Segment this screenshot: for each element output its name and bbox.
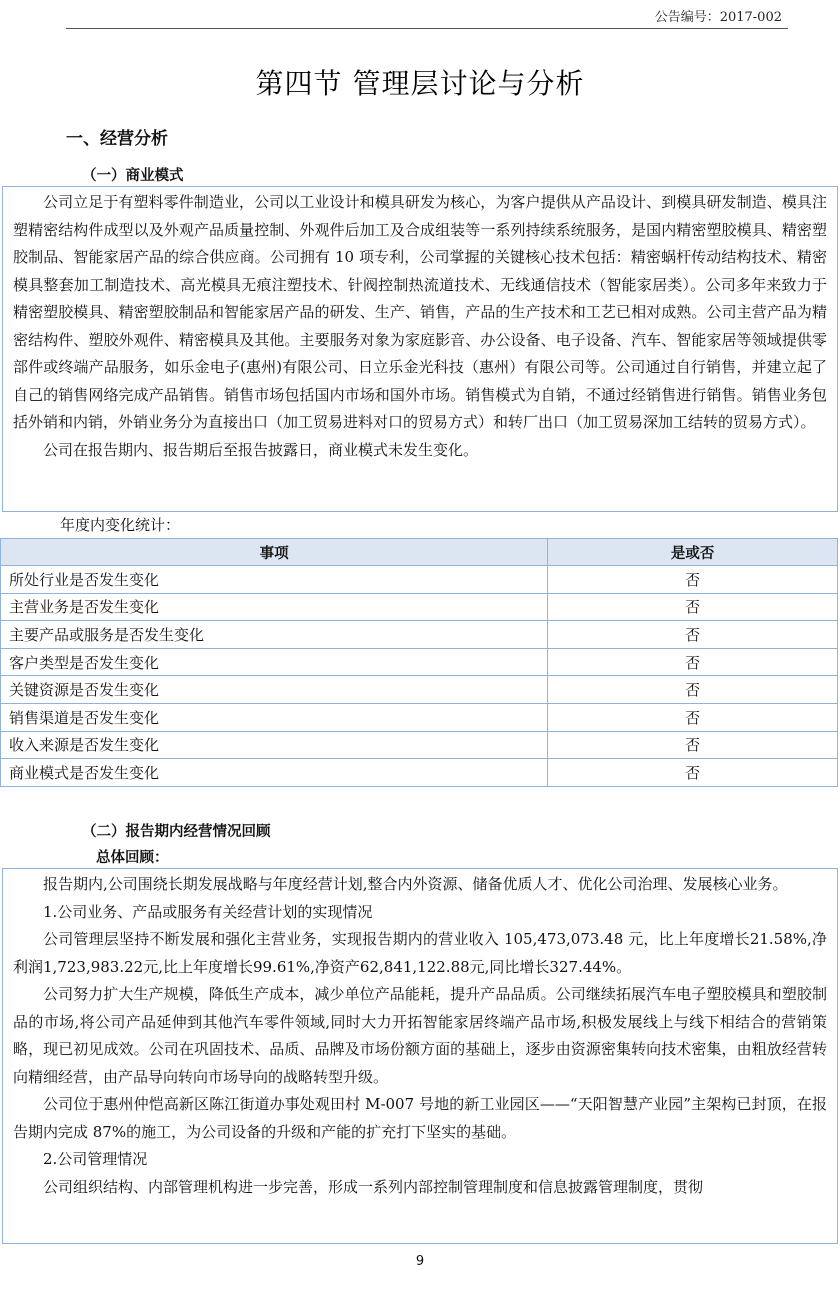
cell-item: 客户类型是否发生变化 (1, 648, 548, 676)
changes-table-label: 年度内变化统计： (60, 516, 181, 534)
cell-answer: 否 (548, 759, 838, 787)
table-row (1, 759, 838, 787)
cell-item: 主营业务是否发生变化 (1, 593, 548, 621)
cell-item: 主要产品或服务是否发生变化 (1, 621, 548, 649)
cell-answer: 否 (548, 566, 838, 594)
review-paragraph: 公司管理层坚持不断发展和强化主营业务，实现报告期内的营业收入 105,473,073.48 元，比上年度增长21.58%,净利润1,723,983.22元,比上年度增长99.61%,净资产62,841,122.88元,同比增长327.44%。 (13, 930, 827, 976)
cell-answer: 否 (548, 593, 838, 621)
review-paragraph: 公司组织结构、内部管理机构进一步完善，形成一系列内部控制管理制度和信息披露管理制度，贯彻 (43, 1177, 704, 1196)
table-row (1, 731, 838, 759)
table-header-row (1, 539, 838, 566)
table-row (1, 593, 838, 621)
business-model-box (2, 186, 838, 512)
heading-overall-review: 总体回顾： (96, 850, 169, 866)
heading-operations-review: （二）报告期内经营情况回顾 (82, 824, 271, 840)
cell-item: 关键资源是否发生变化 (1, 676, 548, 704)
review-paragraph: 1.公司业务、产品或服务有关经营计划的实现情况 (43, 902, 373, 921)
review-paragraph: 报告期内,公司围绕长期发展战略与年度经营计划,整合内外资源、储备优质人才、优化公司治理、发展核心业务。 (43, 875, 788, 893)
cell-answer: 否 (548, 648, 838, 676)
review-box (2, 868, 838, 1244)
changes-table (0, 538, 838, 787)
cell-answer: 否 (548, 703, 838, 731)
review-paragraph: 2.公司管理情况 (43, 1150, 148, 1168)
table-row (1, 566, 838, 594)
table-row (1, 621, 838, 649)
column-header: 是或否 (548, 539, 838, 566)
business-model-paragraph: 公司立足于有塑料零件制造业，公司以工业设计和模具研发为核心，为客户提供从产品设计、到模具研发制造、模具注塑精密结构件成型以及外观产品质量控制、外观件后加工及合成组装等一系列持续系统服务，是国内精密塑胶模具、精密塑胶制品、智能家居产品的综合供应商。公司拥有 10 项专利，公司掌握的关键核心技术包括：精密蜗杆传动结构技术、精密模具整套加工制造技术、高光模具无痕注塑技术、针阀控制热流道技术、无线通信技术（智能家居类）。公司多年来致力于精密塑胶模具、精密塑胶制品和智能家居产品的研发、生产、销售，产品的生产技术和工艺已相对成熟。公司主营产品为精密结构件、塑胶外观件、精密模具及其他。主要服务对象为家庭影音、办公设备、电子设备、汽车、智能家居等领域提供零部件或终端产品服务，如乐金电子(惠州)有限公司、日立乐金光科技（惠州）有限公司等。公司通过自行销售，并建立起了自己的销售网络完成产品销售。销售市场包括国内市场和国外市场。销售模式为自销，不通过经销售进行销售。销售业务包括外销和内销，外销业务分为直接出口（加工贸易进料对口的贸易方式）和转厂出口（加工贸易深加工结转的贸易方式）。 (13, 193, 827, 431)
cell-item: 所处行业是否发生变化 (1, 566, 548, 594)
table-row (1, 648, 838, 676)
cell-item: 商业模式是否发生变化 (1, 759, 548, 787)
cell-answer: 否 (548, 621, 838, 649)
table-row (1, 703, 838, 731)
cell-answer: 否 (548, 676, 838, 704)
heading-business-model: （一）商业模式 (82, 168, 184, 184)
page-number: 9 (415, 1254, 425, 1269)
review-paragraph: 公司努力扩大生产规模，降低生产成本，减少单位产品能耗，提升产品品质。公司继续拓展汽车电子塑胶模具和塑胶制品的市场,将公司产品延伸到其他汽车零件领域,同时大力开拓智能家居终端产品市场,积极发展线上与线下相结合的营销策略，现已初见成效。公司在巩固技术、品质、品牌及市场份额方面的基础上，逐步由资源密集转向技术密集，由粗放经营转向精细经营，由产品导向转向市场导向的战略转型升级。 (13, 985, 827, 1086)
section-title: 第四节 管理层讨论与分析 (255, 67, 585, 100)
business-model-paragraph: 公司在报告期内、报告期后至报告披露日，商业模式未发生变化。 (43, 440, 479, 459)
table-row (1, 676, 838, 704)
cell-item: 销售渠道是否发生变化 (1, 703, 548, 731)
announcement-number: 公告编号：2017-002 (654, 10, 782, 25)
review-paragraph: 公司位于惠州仲恺高新区陈江街道办事处观田村 M-007 号地的新工业园区——“天阳智慧产业园”主架构已封顶，在报告期内完成 87%的施工，为公司设备的升级和产能的扩充打下坚实的基础。 (13, 1095, 827, 1141)
cell-answer: 否 (548, 731, 838, 759)
header-divider (66, 28, 788, 29)
heading-operations-analysis: 一、经营分析 (66, 129, 168, 149)
cell-item: 收入来源是否发生变化 (1, 731, 548, 759)
column-header: 事项 (1, 539, 548, 566)
